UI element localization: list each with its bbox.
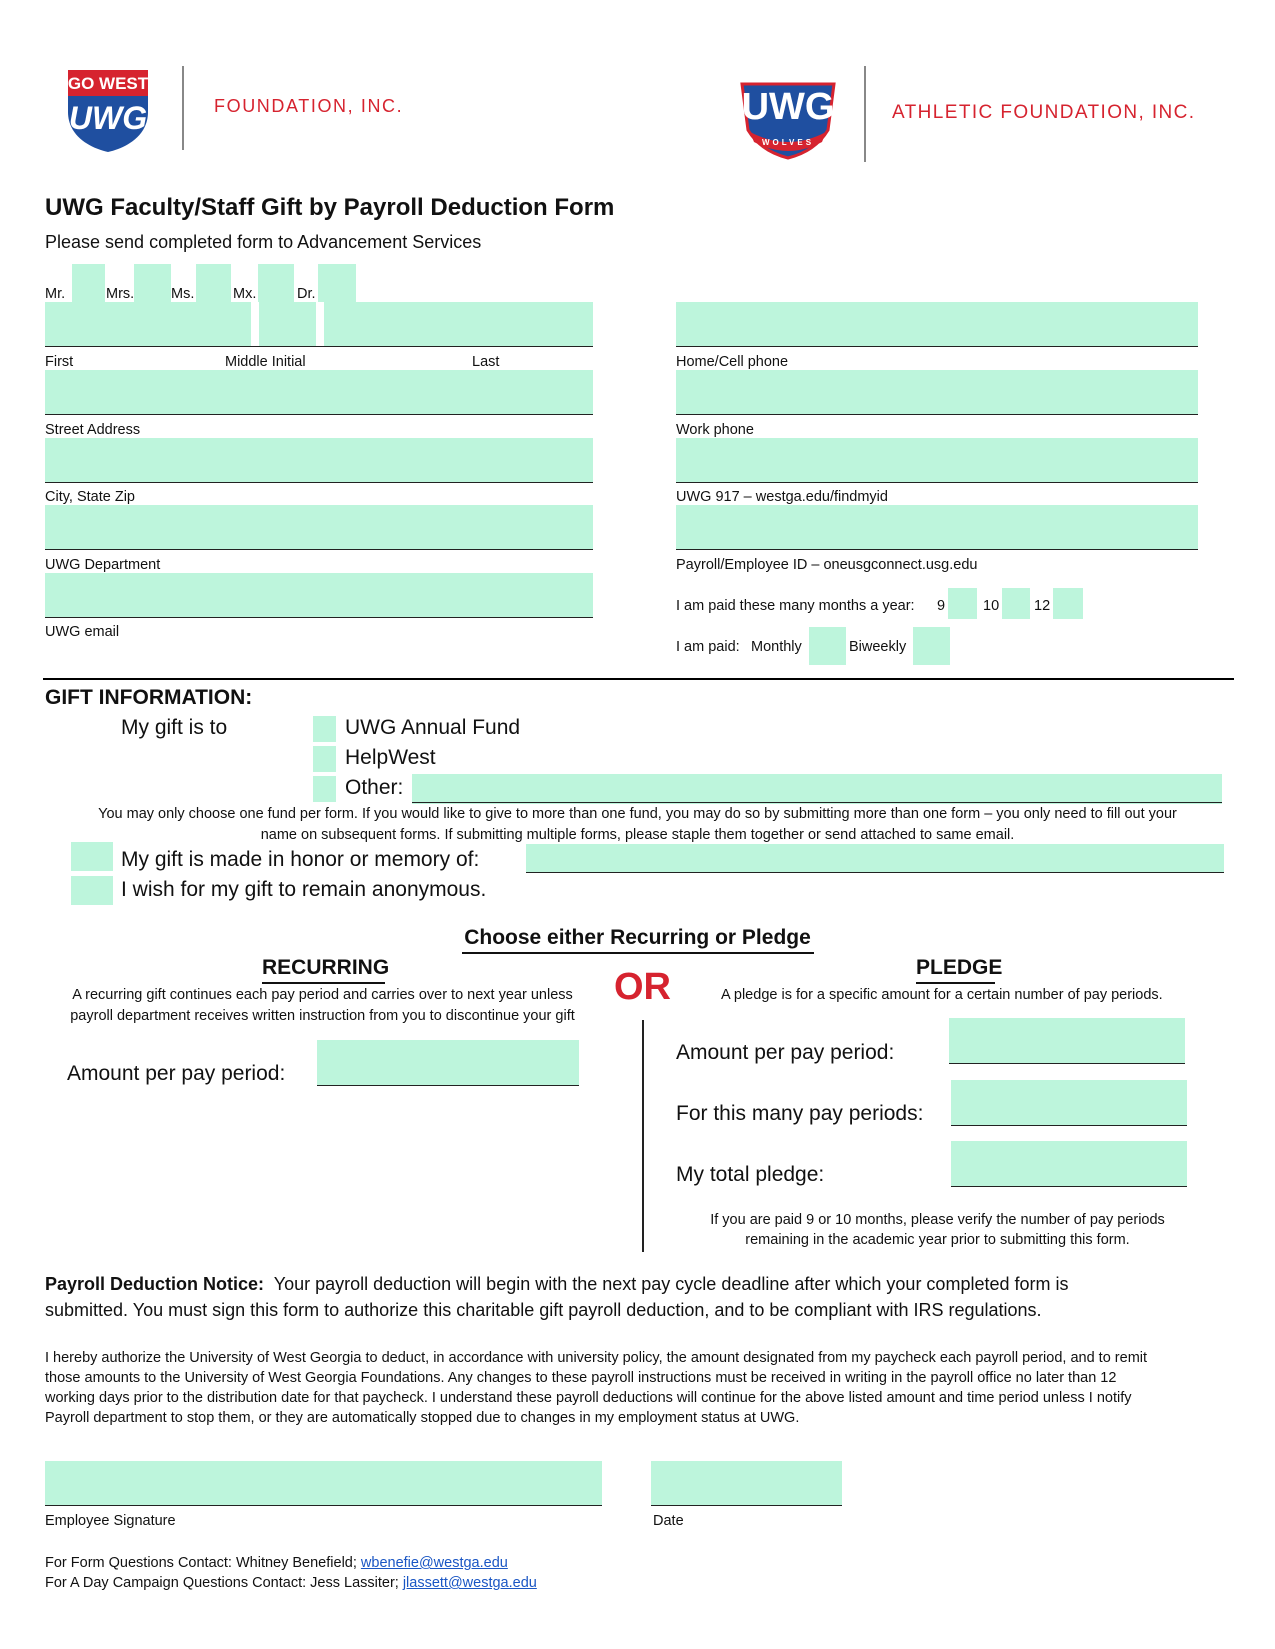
authorization-line4: Payroll department to stop them, or they are automatically stopped due to changes in my employment status at UWG. [45, 1410, 800, 1426]
helpwest-checkbox[interactable] [313, 746, 336, 772]
pledge-title: PLEDGE [916, 956, 1003, 979]
honor-memory-input[interactable] [526, 844, 1224, 873]
email-label: UWG email [45, 624, 120, 640]
work-phone-underline [676, 414, 1198, 415]
department-underline [45, 549, 593, 550]
city-state-zip-label: City, State Zip [45, 489, 135, 505]
middle-initial-field[interactable] [259, 302, 316, 347]
athletics-logo-uwg-text: UWG [741, 86, 835, 128]
last-name-field[interactable] [324, 302, 593, 347]
pledge-total-label: My total pledge: [676, 1163, 825, 1186]
date-label: Date [653, 1513, 684, 1529]
months-9-checkbox[interactable] [948, 588, 977, 619]
name-underline [45, 346, 593, 347]
payroll-id-field[interactable] [676, 505, 1198, 550]
helpwest-label: HelpWest [345, 746, 436, 769]
athletics-logo-wolves-text: WOLVES [761, 138, 815, 147]
pledge-note-line2: remaining in the academic year prior to submitting this form. [745, 1232, 1130, 1248]
recurring-title: RECURRING [262, 956, 390, 979]
salutation-dr-label: Dr. [297, 286, 316, 302]
pledge-periods-input[interactable] [951, 1080, 1187, 1126]
employee-signature-label: Employee Signature [45, 1513, 176, 1529]
pledge-description: A pledge is for a specific amount for a certain number of pay periods. [721, 987, 1163, 1003]
paid-monthly-checkbox[interactable] [809, 627, 846, 665]
department-label: UWG Department [45, 557, 161, 573]
salutation-ms-checkbox[interactable] [196, 264, 231, 302]
recurring-amount-underline [317, 1085, 579, 1086]
months-10-label: 10 [983, 598, 1000, 614]
email-field[interactable] [45, 573, 593, 618]
other-fund-label: Other: [345, 776, 404, 799]
months-12-checkbox[interactable] [1053, 588, 1083, 619]
employee-signature-field[interactable] [45, 1461, 602, 1506]
pledge-amount-underline [949, 1063, 1185, 1064]
uwg917-field[interactable] [676, 438, 1198, 483]
street-address-field[interactable] [45, 370, 593, 415]
pledge-title-underline [916, 982, 995, 984]
street-underline [45, 414, 593, 415]
payroll-notice-lead: Payroll Deduction Notice: [45, 1274, 265, 1294]
home-phone-underline [676, 346, 1198, 347]
pledge-total-input[interactable] [951, 1141, 1187, 1187]
other-fund-underline [412, 802, 1222, 803]
recurring-description-line2: payroll department receives written instruction from you to discontinue your gift [70, 1008, 575, 1024]
one-fund-note-line2: name on subsequent forms. If submitting multiple forms, please staple them together or send attached to same email. [260, 827, 1015, 843]
salutation-mrs-label: Mrs. [106, 286, 135, 302]
campaign-questions-contact [45, 1575, 537, 1591]
home-phone-field[interactable] [676, 302, 1198, 347]
middle-initial-label: Middle Initial [225, 354, 306, 370]
gift-is-to-label: My gift is to [121, 716, 228, 739]
authorization-line3: working days prior to the distribution date for that paycheck. I understand these payroll deductions will continue for the above listed amount and time period unless I notify [45, 1390, 1132, 1406]
pledge-periods-underline [951, 1125, 1187, 1126]
paid-biweekly-checkbox[interactable] [913, 627, 950, 665]
logo-go-west-text: GO WEST [67, 74, 149, 93]
foundation-name: FOUNDATION, INC. [214, 96, 404, 116]
uwg917-underline [676, 482, 1198, 483]
date-underline [651, 1505, 842, 1506]
gift-information-heading: GIFT INFORMATION: [45, 686, 253, 709]
pledge-total-underline [951, 1186, 1187, 1187]
form-subtitle: Please send completed form to Advancement Services [45, 232, 482, 252]
pledge-note-line1: If you are paid 9 or 10 months, please verify the number of pay periods [710, 1212, 1165, 1228]
anonymous-label: I wish for my gift to remain anonymous. [121, 878, 487, 901]
months-per-year-label: I am paid these many months a year: [676, 598, 915, 614]
campaign-questions-prefix: For A Day Campaign Questions Contact: Jess Lassiter; [45, 1575, 403, 1591]
signature-underline [45, 1505, 602, 1506]
annual-fund-checkbox[interactable] [313, 716, 336, 742]
recurring-description-line1: A recurring gift continues each pay period and carries over to next year unless [72, 987, 573, 1003]
pledge-amount-input[interactable] [949, 1018, 1185, 1064]
email-underline [45, 617, 593, 618]
form-questions-prefix: For Form Questions Contact: Whitney Benefield; [45, 1555, 361, 1571]
months-12-label: 12 [1034, 598, 1051, 614]
salutation-mrs-checkbox[interactable] [134, 264, 171, 302]
last-name-label: Last [472, 354, 500, 370]
recurring-title-underline [262, 982, 385, 984]
honor-memory-checkbox[interactable] [71, 842, 113, 871]
form-questions-contact [45, 1555, 508, 1571]
one-fund-note-line1: You may only choose one fund per form. If you would like to give to more than one fund, you may do so by submitting more than one form – you only need to fill out your [98, 806, 1177, 822]
payroll-notice-line2: submitted. You must sign this form to authorize this charitable gift payroll deduction, and to be compliant with IRS regulations. [45, 1300, 1042, 1320]
form-questions-email-link[interactable]: wbenefie@westga.edu [360, 1555, 508, 1571]
payroll-id-label: Payroll/Employee ID – oneusgconnect.usg.edu [676, 557, 978, 573]
recurring-amount-input[interactable] [317, 1040, 579, 1086]
campaign-questions-email-link[interactable]: jlassett@westga.edu [402, 1575, 537, 1591]
date-field[interactable] [651, 1461, 842, 1506]
salutation-mr-label: Mr. [45, 286, 66, 302]
form-title: UWG Faculty/Staff Gift by Payroll Deduction Form [45, 194, 615, 221]
work-phone-label: Work phone [676, 422, 754, 438]
athletics-logo-divider [864, 66, 866, 162]
first-name-label: First [45, 354, 74, 370]
uwg-athletics-logo [736, 80, 840, 160]
months-9-label: 9 [937, 598, 946, 614]
paid-biweekly-label: Biweekly [849, 639, 907, 655]
months-10-checkbox[interactable] [1002, 588, 1030, 619]
athletic-foundation-name: ATHLETIC FOUNDATION, INC. [892, 102, 1196, 123]
paid-monthly-label: Monthly [751, 639, 802, 655]
authorization-line2: those amounts to the University of West Georgia Foundations. Any changes to these payroll instructions must be received in writing in the payroll office no later than 12 [45, 1370, 1117, 1386]
home-phone-label: Home/Cell phone [676, 354, 789, 370]
choice-heading-underline [462, 952, 814, 954]
payroll-notice-line1 [45, 1274, 1068, 1295]
salutation-mr-checkbox[interactable] [72, 264, 105, 302]
honor-memory-label: My gift is made in honor or memory of: [121, 848, 480, 871]
pledge-periods-label: For this many pay periods: [676, 1102, 924, 1125]
logo-uwg-text: UWG [68, 100, 148, 136]
city-underline [45, 482, 593, 483]
annual-fund-label: UWG Annual Fund [345, 716, 521, 739]
recurring-amount-label: Amount per pay period: [67, 1062, 286, 1085]
authorization-line1: I hereby authorize the University of West Georgia to deduct, in accordance with university policy, the amount designated from my paycheck each payroll period, and to remit [45, 1350, 1148, 1366]
city-state-zip-field[interactable] [45, 438, 593, 483]
payroll-id-underline [676, 549, 1198, 550]
salutation-ms-label: Ms. [171, 286, 195, 302]
payroll-notice-text1: Your payroll deduction will begin with the next pay cycle deadline after which your completed form is [264, 1274, 1069, 1294]
or-divider-text: OR [614, 966, 671, 1008]
department-field[interactable] [45, 505, 593, 550]
other-fund-checkbox[interactable] [313, 776, 336, 802]
first-name-field[interactable] [45, 302, 251, 347]
salutation-dr-checkbox[interactable] [318, 264, 356, 302]
other-fund-input[interactable] [412, 774, 1222, 804]
choice-heading: Choose either Recurring or Pledge [464, 926, 811, 949]
uwg-foundation-logo [64, 66, 154, 154]
section-divider [43, 678, 1234, 680]
salutation-mx-checkbox[interactable] [258, 264, 294, 302]
logo-divider [182, 66, 184, 150]
recurring-pledge-divider [642, 1020, 644, 1252]
pledge-amount-label: Amount per pay period: [676, 1041, 895, 1064]
salutation-mx-label: Mx. [233, 286, 257, 302]
honor-memory-underline [526, 872, 1224, 873]
street-address-label: Street Address [45, 422, 141, 438]
uwg917-label: UWG 917 – westga.edu/findmyid [676, 489, 888, 505]
paid-frequency-label: I am paid: [676, 639, 740, 655]
work-phone-field[interactable] [676, 370, 1198, 415]
anonymous-checkbox[interactable] [71, 876, 113, 905]
